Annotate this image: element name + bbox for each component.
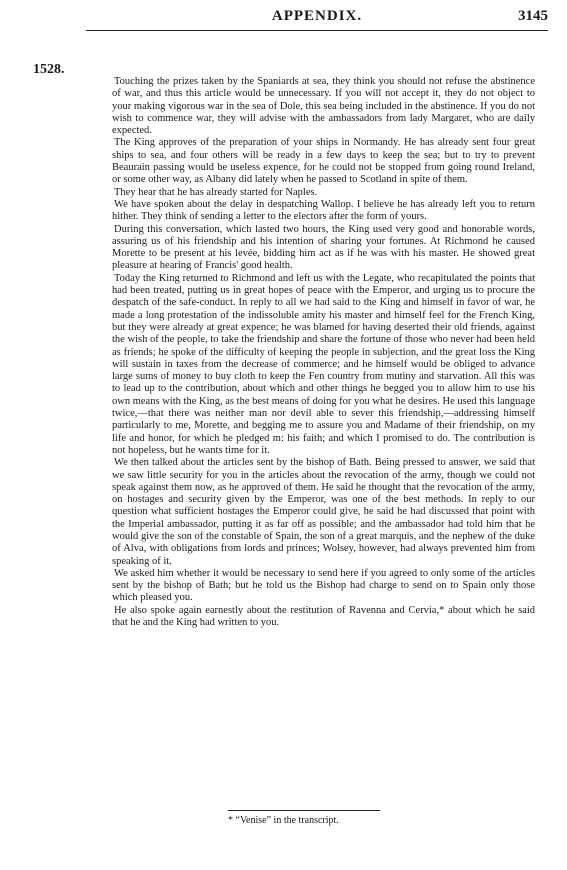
body-text	[112, 76, 535, 629]
paragraph-legate: Today the King returned to Richmond and left us with the Legate, who recapitulated the points that had been treated, putting us in great hopes of peace with the Emperor, and urging us to procure the despatch of the safe-conduct. In reply to all we had said to the King and himself in favor of war, he made a long protestation of the indissoluble amity his master and himself feel for the French King, but they were already at great expence; he was blamed for having deserted their old friends, against the wish of the people, to take the friendship and share the fortune of those who never had been held as friends; he spoke of the difficulty of keeping the people in subjection, and the great loss the King will sustain in taxes from the decrease of commerce; and he himself would be obliged to advance large sums of money to buy cloth to keep the Fen country from mutiny and starvation. All this was to lead up to the contribution, about which and other things he begged you to allow him to use his own means with the King, as the best means of doing for you what he desires. He used this language twice,—that there was neither man nor devil able to sever this friendship,—addressing himself particularly to me, Morette, and begging me to assure you and Madame of their friendship, on my life and honor, for which he pledged m: his faith; and which I promised to do. The contribution is not hopeless, but he wants time for it.	[112, 272, 535, 456]
paragraph-ships: The King approves of the preparation of your ships in Normandy. He has already sent four great ships to sea, and four others will be ready in a few days to keep the sea; but to try to prevent Beaurain passing would be useless expence, for he could not be stopped from going round Ireland, or some other way, as Albany did lately when he passed to Scotland in spite of them.	[112, 137, 535, 186]
paragraph-wallop: We have spoken about the delay in despatching Wallop. I believe he has already left you to return hither. They think of sending a letter to the electors after the form of yours.	[112, 198, 535, 223]
paragraph-naples: They hear that he has already started for Naples.	[114, 186, 318, 198]
paragraph-conversation: During this conversation, which lasted two hours, the King used very good and honorable words, assuring us of his friendship and his intention of sharing your fortunes. At Richmond he caused Morette to be present at his levée, bidding him act as if he was with his master. He showed great pleasure at hearing of Francis' good health.	[112, 223, 535, 272]
margin-year: 1528.	[33, 62, 65, 77]
page-number: 3145	[518, 8, 548, 24]
paragraph-ravenna: He also spoke again earnestly about the restitution of Ravenna and Cervia,* about which he said that he and the King had written to you.	[112, 604, 535, 629]
footnote-divider	[228, 810, 380, 811]
running-title: APPENDIX.	[271, 8, 363, 24]
paragraph-prizes: Touching the prizes taken by the Spaniards at sea, they think you should not refuse the abstinence of war, and thus this article would be unnecessary. If you will not accept it, they do not object to your making vigorous war in the sea of Dole, this sea being included in the abstinence. If you do not wish to commence war, they will advise with the ambassadors from lady Margaret, who are daily expected.	[112, 76, 535, 137]
page-header	[86, 8, 548, 31]
paragraph-bishop-of-bath: We asked him whether it would be necessary to send here if you agreed to only some of the articles sent by the bishop of Bath; but he told us the Bishop had charge to send on to Spain only those which pleased you.	[112, 567, 535, 604]
paragraph-articles: We then talked about the articles sent by the bishop of Bath. Being pressed to answer, we said that we saw little security for you in the articles about the revocation of the army, though we could not speak against them now, as he approved of them. He said he thought that the revocation of the army, on hostages and security given by the Emperor, was one of the best methods. In reply to our question what sufficient hostages the Emperor could give, he said he had discussed that point with the Imperial ambassador, putting it as far off as possible; and the ambassador had told him that he would give the son of the constable of Spain, the son of a great marquis, and the nephew of the duke of Alva, with obligations from lords and princes; Wolsey, however, had always prevented him from speaking of it.	[112, 457, 535, 567]
footnote: * “Venise” in the transcript.	[228, 815, 339, 826]
